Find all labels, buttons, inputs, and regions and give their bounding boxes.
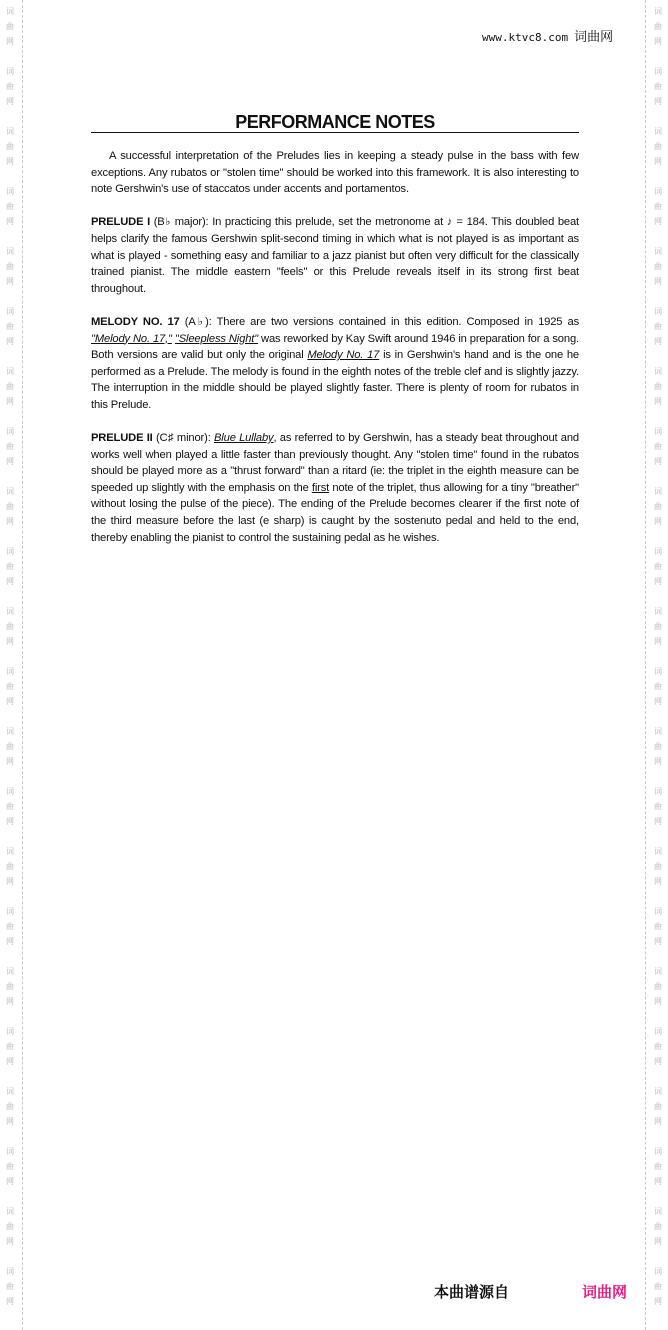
- watermark-glyph-group: [1, 964, 19, 1009]
- watermark-glyph: 曲: [654, 742, 662, 751]
- watermark-glyph: 网: [6, 1297, 14, 1306]
- watermark-glyph: 词: [654, 1027, 662, 1036]
- watermark-glyph: 词: [654, 787, 662, 796]
- watermark-glyph: 网: [6, 877, 14, 886]
- watermark-glyph: 词: [654, 907, 662, 916]
- watermark-glyph: 网: [654, 637, 662, 646]
- watermark-glyph: 词: [654, 487, 662, 496]
- watermark-glyph: 曲: [6, 82, 14, 91]
- watermark-glyph-group: [649, 664, 667, 709]
- watermark-glyph: 词: [654, 847, 662, 856]
- site-name[interactable]: 词曲网: [574, 30, 614, 45]
- watermark-glyph: 网: [654, 217, 662, 226]
- prelude-2-title: Blue Lullaby: [213, 432, 274, 445]
- watermark-glyph: 曲: [6, 142, 14, 151]
- melody-17-text-1: There are two versions contained in this edition. Composed in 1925 as: [216, 315, 580, 328]
- watermark-glyph: 词: [654, 967, 662, 976]
- watermark-glyph: 词: [654, 367, 662, 376]
- watermark-glyph: 网: [6, 997, 14, 1006]
- prelude-2-heading: PRELUDE II: [91, 432, 153, 445]
- watermark-glyph: 曲: [6, 1042, 14, 1051]
- watermark-glyph: 网: [654, 157, 662, 166]
- watermark-glyph: 词: [6, 787, 14, 796]
- watermark-glyph: 网: [6, 217, 14, 226]
- watermark-glyph: 曲: [654, 1162, 662, 1171]
- watermark-glyph: 词: [6, 1267, 14, 1276]
- page-title: PERFORMANCE NOTES: [235, 112, 435, 132]
- watermark-glyph: 曲: [654, 502, 662, 511]
- watermark-glyph-group: [649, 484, 667, 529]
- melody-17-paragraph: [91, 314, 579, 414]
- watermark-glyph-group: [649, 304, 667, 349]
- watermark-glyph-group: [649, 364, 667, 409]
- watermark-glyph-group: [1, 1144, 19, 1189]
- watermark-glyph-group: [1, 364, 19, 409]
- watermark-glyph: 曲: [6, 1102, 14, 1111]
- watermark-glyph: 网: [6, 1057, 14, 1066]
- watermark-glyph: 曲: [654, 562, 662, 571]
- watermark-glyph: 词: [6, 1147, 14, 1156]
- watermark-glyph: 词: [6, 367, 14, 376]
- watermark-glyph-group: [1, 604, 19, 649]
- watermark-glyph-group: [649, 1264, 667, 1309]
- watermark-glyph: 曲: [6, 862, 14, 871]
- watermark-glyph: 词: [654, 1207, 662, 1216]
- watermark-glyph: 词: [6, 7, 14, 16]
- watermark-glyph: 网: [6, 37, 14, 46]
- watermark-glyph: 词: [654, 67, 662, 76]
- watermark-glyph: 词: [654, 127, 662, 136]
- watermark-glyph: 曲: [654, 862, 662, 871]
- watermark-glyph: 网: [6, 337, 14, 346]
- watermark-glyph-group: [649, 604, 667, 649]
- watermark-glyph: 词: [6, 547, 14, 556]
- watermark-glyph: 词: [654, 547, 662, 556]
- watermark-glyph: 网: [654, 37, 662, 46]
- watermark-glyph-group: [649, 1024, 667, 1069]
- watermark-glyph-group: [649, 904, 667, 949]
- watermark-glyph: 曲: [654, 202, 662, 211]
- watermark-glyph: 曲: [6, 622, 14, 631]
- watermark-glyph: 网: [6, 97, 14, 106]
- watermark-glyph: 网: [6, 1117, 14, 1126]
- watermark-glyph-group: [1, 484, 19, 529]
- watermark-glyph: 词: [6, 127, 14, 136]
- watermark-glyph: 曲: [654, 982, 662, 991]
- site-url[interactable]: www.ktvc8.com: [482, 31, 569, 44]
- watermark-glyph: 曲: [654, 682, 662, 691]
- prelude-2-emphasis: first: [311, 481, 330, 494]
- watermark-glyph: 词: [6, 67, 14, 76]
- watermark-glyph: 词: [6, 727, 14, 736]
- watermark-glyph: 词: [6, 427, 14, 436]
- watermark-glyph: 网: [6, 277, 14, 286]
- watermark-glyph: 网: [654, 757, 662, 766]
- watermark-glyph: 词: [6, 247, 14, 256]
- watermark-glyph: 曲: [654, 442, 662, 451]
- watermark-glyph-group: [649, 424, 667, 469]
- watermark-glyph: 曲: [654, 1042, 662, 1051]
- watermark-glyph: 网: [654, 457, 662, 466]
- notes-content: [91, 148, 579, 563]
- watermark-glyph: 词: [654, 307, 662, 316]
- watermark-glyph: 网: [654, 697, 662, 706]
- watermark-glyph-group: [649, 1204, 667, 1249]
- footer-source-label: 本曲谱源自: [434, 1283, 510, 1301]
- watermark-glyph: 词: [6, 187, 14, 196]
- watermark-glyph: 曲: [654, 922, 662, 931]
- watermark-glyph: 网: [6, 397, 14, 406]
- watermark-glyph: 词: [6, 847, 14, 856]
- watermark-glyph: 曲: [6, 1282, 14, 1291]
- melody-17-heading: MELODY NO. 17: [91, 315, 180, 328]
- watermark-glyph: 词: [6, 1087, 14, 1096]
- watermark-glyph-group: [649, 1144, 667, 1189]
- watermark-glyph: 曲: [654, 382, 662, 391]
- watermark-glyph: 曲: [6, 322, 14, 331]
- watermark-glyph-group: [1, 544, 19, 589]
- watermark-glyph-group: [1, 244, 19, 289]
- watermark-glyph: 网: [654, 1237, 662, 1246]
- footer-site-name[interactable]: 词曲网: [582, 1283, 628, 1301]
- watermark-glyph-group: [649, 4, 667, 49]
- watermark-glyph: 曲: [654, 1222, 662, 1231]
- watermark-glyph-group: [1, 1084, 19, 1129]
- watermark-glyph-group: [649, 964, 667, 1009]
- watermark-glyph: 曲: [6, 1162, 14, 1171]
- watermark-glyph: 词: [6, 1207, 14, 1216]
- watermark-glyph: 网: [6, 817, 14, 826]
- watermark-glyph-group: [1, 1264, 19, 1309]
- watermark-glyph: 曲: [6, 922, 14, 931]
- watermark-glyph-group: [1, 724, 19, 769]
- watermark-glyph: 词: [6, 607, 14, 616]
- watermark-glyph: 网: [654, 1177, 662, 1186]
- watermark-glyph: 网: [6, 157, 14, 166]
- watermark-glyph-group: [1, 844, 19, 889]
- watermark-glyph-group: [649, 184, 667, 229]
- watermark-glyph: 曲: [6, 802, 14, 811]
- watermark-glyph: 曲: [654, 22, 662, 31]
- watermark-glyph: 网: [654, 817, 662, 826]
- watermark-glyph-group: [649, 244, 667, 289]
- watermark-glyph: 网: [654, 1297, 662, 1306]
- title-rule: [91, 132, 579, 133]
- watermark-glyph-group: [649, 124, 667, 169]
- watermark-glyph: 网: [654, 877, 662, 886]
- watermark-glyph-group: [1, 664, 19, 709]
- watermark-glyph: 词: [654, 1267, 662, 1276]
- watermark-glyph: 曲: [6, 682, 14, 691]
- watermark-glyph: 网: [654, 937, 662, 946]
- melody-17-key: (A♭):: [179, 315, 217, 328]
- watermark-glyph: 曲: [654, 142, 662, 151]
- watermark-glyph: 词: [654, 727, 662, 736]
- watermark-glyph: 词: [654, 1087, 662, 1096]
- watermark-glyph: 网: [6, 697, 14, 706]
- watermark-glyph: 词: [6, 487, 14, 496]
- watermark-glyph: 曲: [654, 1282, 662, 1291]
- watermark-glyph: 曲: [6, 562, 14, 571]
- watermark-glyph-group: [1, 1024, 19, 1069]
- watermark-glyph-group: [649, 724, 667, 769]
- watermark-glyph: 网: [6, 457, 14, 466]
- watermark-glyph: 词: [6, 907, 14, 916]
- watermark-glyph: 网: [654, 1057, 662, 1066]
- watermark-glyph-group: [1, 184, 19, 229]
- watermark-glyph: 曲: [654, 802, 662, 811]
- watermark-glyph: 网: [654, 997, 662, 1006]
- prelude-1-body: In practicing this prelude, set the metronome at ♪ = 184. This doubled beat helps clarify the famous Gershwin split-second timing in which what is not played is as important as what is played - something easy and familiar to a jazz pianist but often very difficult for the classically trained pianist. The middle eastern "feels" or this Prelude reveals itself in its strong first beat throughout.: [91, 216, 579, 295]
- watermark-glyph: 词: [654, 247, 662, 256]
- watermark-glyph: 曲: [654, 1102, 662, 1111]
- watermark-glyph: 词: [6, 967, 14, 976]
- watermark-glyph: 网: [654, 577, 662, 586]
- watermark-glyph-group: [1, 124, 19, 169]
- watermark-glyph: 曲: [6, 742, 14, 751]
- watermark-glyph: 网: [6, 1177, 14, 1186]
- watermark-glyph: 词: [654, 607, 662, 616]
- watermark-glyph: 词: [654, 1147, 662, 1156]
- watermark-glyph: 网: [654, 517, 662, 526]
- watermark-glyph: 词: [6, 307, 14, 316]
- watermark-glyph-group: [1, 1204, 19, 1249]
- prelude-2-paragraph: [91, 430, 579, 546]
- watermark-glyph: 词: [654, 187, 662, 196]
- prelude-1-key: (B♭ major):: [150, 216, 213, 229]
- melody-17-text-3: was reworked by Kay Swift around 1946 in preparation for a song. Both versions are valid but only the original: [91, 332, 579, 362]
- prelude-2-text-2: note of the triplet, thus allowing for a tiny "breather" without losing the pulse of the piece). The ending of the Prelude becomes clearer if the first note of the third measure before the last (e sharp) is caught by the sostenuto pedal and held to the end, thereby enabling the pianist to control the sustaining pedal as he wishes.: [91, 481, 579, 544]
- site-header[interactable]: [482, 26, 613, 45]
- watermark-glyph: 曲: [6, 442, 14, 451]
- watermark-glyph: 网: [654, 397, 662, 406]
- watermark-glyph: 网: [654, 97, 662, 106]
- prelude-2-key: (C♯ minor):: [152, 432, 214, 445]
- watermark-glyph: 词: [6, 667, 14, 676]
- watermark-glyph-group: [1, 304, 19, 349]
- watermark-glyph: 网: [654, 337, 662, 346]
- watermark-glyph-group: [1, 784, 19, 829]
- watermark-glyph: 曲: [6, 982, 14, 991]
- watermark-glyph: 曲: [6, 1222, 14, 1231]
- watermark-glyph: 曲: [6, 382, 14, 391]
- watermark-glyph: 网: [654, 277, 662, 286]
- watermark-glyph-group: [649, 544, 667, 589]
- watermark-glyph-group: [649, 1084, 667, 1129]
- watermark-glyph-group: [1, 4, 19, 49]
- watermark-glyph: 曲: [6, 202, 14, 211]
- melody-17-text-4: is in Gershwin's hand and is the one he performed as a Prelude. The melody is found in the eighth notes of the treble clef and is slightly jazzy. The interruption in the middle should be played slightly faster. There is plenty of room for rubatos in this Prelude.: [91, 349, 580, 411]
- watermark-glyph: 词: [654, 427, 662, 436]
- watermark-glyph-group: [649, 64, 667, 109]
- watermark-glyph: 曲: [6, 22, 14, 31]
- watermark-glyph: 曲: [654, 262, 662, 271]
- watermark-glyph: 词: [6, 1027, 14, 1036]
- watermark-glyph: 网: [6, 577, 14, 586]
- melody-17-title-2: "Sleepless Night": [174, 332, 259, 345]
- watermark-glyph-group: [1, 424, 19, 469]
- watermark-glyph-group: [649, 784, 667, 829]
- watermark-glyph: 词: [654, 7, 662, 16]
- watermark-glyph: 网: [6, 757, 14, 766]
- watermark-glyph: 词: [654, 667, 662, 676]
- watermark-glyph: 网: [6, 637, 14, 646]
- watermark-glyph: 曲: [6, 502, 14, 511]
- watermark-glyph: 曲: [6, 262, 14, 271]
- watermark-glyph-group: [1, 904, 19, 949]
- watermark-glyph: 网: [6, 517, 14, 526]
- watermark-glyph: 曲: [654, 82, 662, 91]
- watermark-glyph: 网: [6, 1237, 14, 1246]
- intro-paragraph: A successful interpretation of the Preludes lies in keeping a steady pulse in the bass with few exceptions. Any rubatos or "stolen time" should be worked into this framework. It is also interesting to note Gershwin's use of staccatos under accents and portamentos.: [91, 150, 579, 196]
- prelude-1-heading: PRELUDE I: [91, 216, 151, 229]
- watermark-glyph: 网: [6, 937, 14, 946]
- melody-17-title-3: Melody No. 17: [307, 349, 380, 362]
- watermark-glyph: 曲: [654, 322, 662, 331]
- prelude-2-text-1: , as referred to by Gershwin, has a steady beat throughout and works well when played a little faster than previously thought. Any "stolen time" found in the rubatos should be played more as a "thrust forward" than a ritard (ie: the triplet in the eighth measure can be speeded up slightly with the emphasis on the: [91, 432, 579, 494]
- watermark-glyph-group: [1, 64, 19, 109]
- prelude-1-paragraph: [91, 214, 579, 297]
- watermark-glyph: 网: [654, 1117, 662, 1126]
- melody-17-title-1: "Melody No. 17,": [91, 332, 172, 345]
- watermark-glyph: 曲: [654, 622, 662, 631]
- watermark-glyph-group: [649, 844, 667, 889]
